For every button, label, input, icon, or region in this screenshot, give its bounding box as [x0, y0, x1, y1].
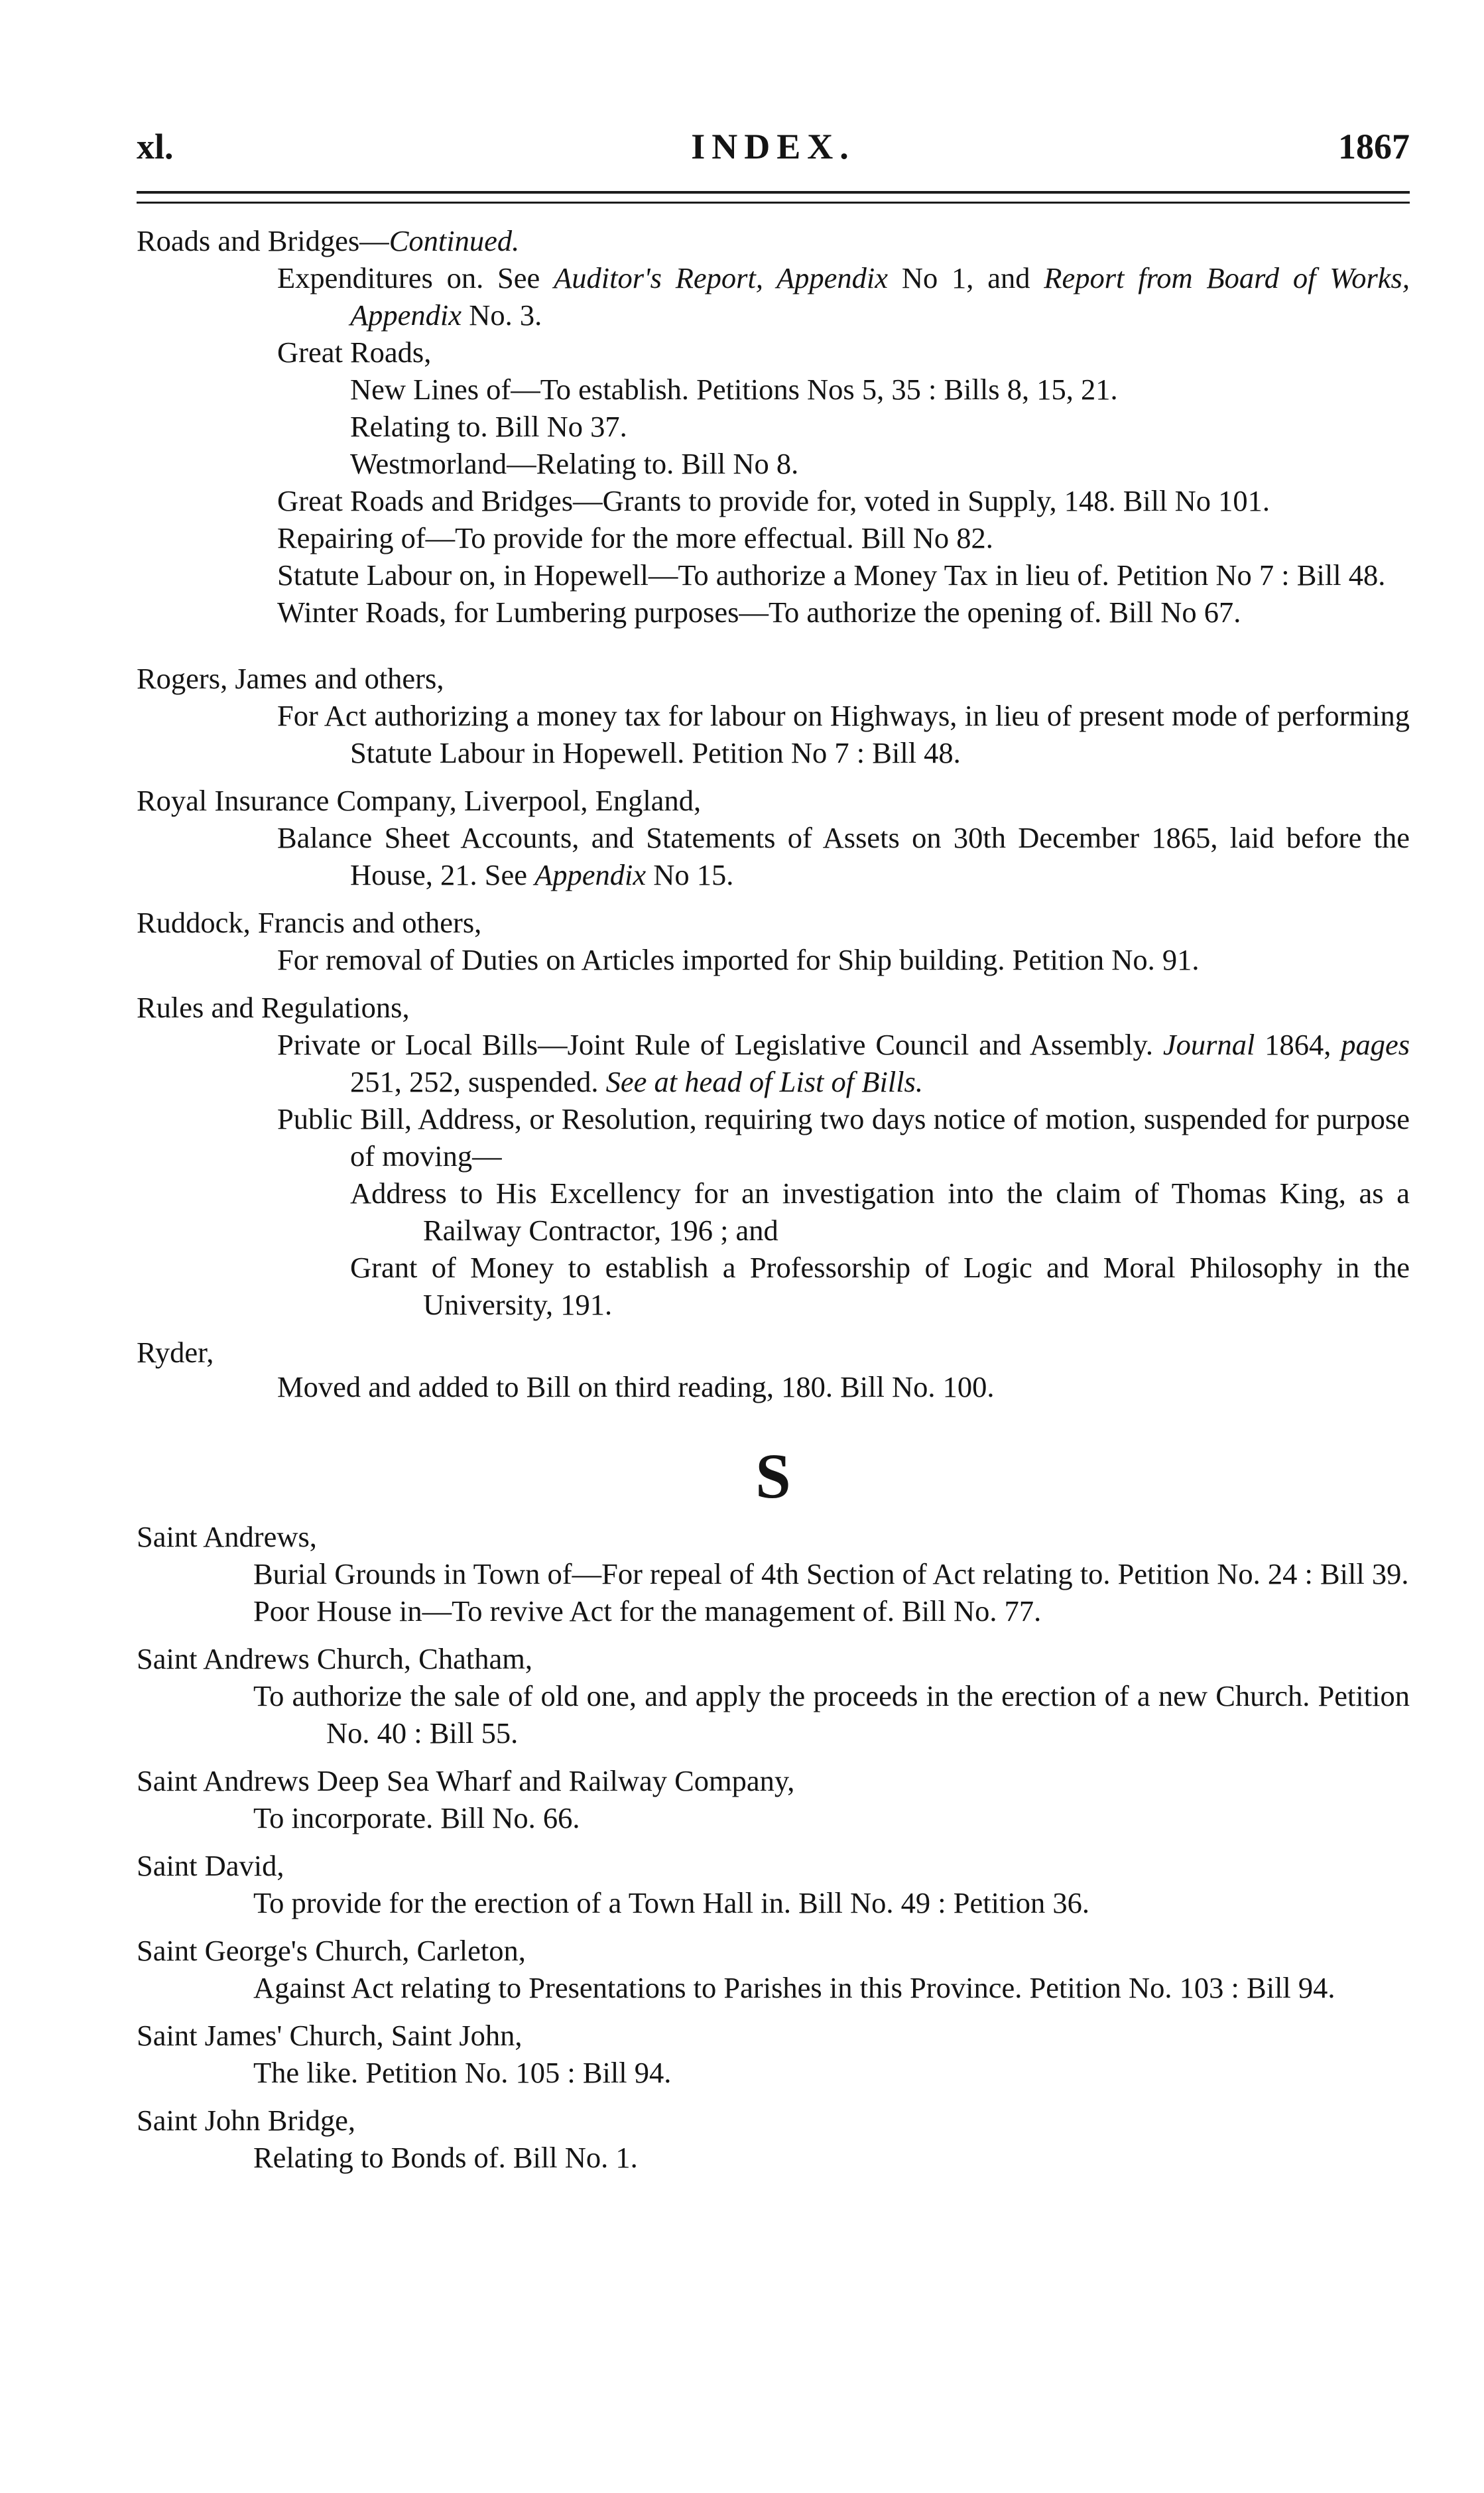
index-entry-roads-and-bridges	[137, 222, 1410, 631]
italic-part: Auditor's Report, Appendix	[554, 261, 889, 294]
index-content	[137, 222, 1410, 2187]
entry-heading: Royal Insurance Company, Liverpool, England,	[137, 784, 702, 817]
index-entry-saint-andrews-wharf	[137, 1762, 1410, 1836]
page-header	[137, 126, 1410, 172]
sub-entry-grants: Great Roads and Bridges—Grants to provide for, voted in Supply, 148. Bill No 101.	[277, 484, 1270, 517]
header-rule-top	[137, 191, 1410, 194]
sub-entry-great-roads: Great Roads,	[277, 336, 432, 369]
sub-entry-statute-labour: Statute Labour on, in Hopewell—To authorize a Money Tax in lieu of. Petition No 7 : Bill 48.	[277, 558, 1386, 592]
entry-heading: Ruddock, Francis and others,	[137, 906, 482, 939]
entry-text: Relating to Bonds of. Bill No. 1.	[253, 2141, 638, 2174]
entry-text: Against Act relating to Presentations to Parishes in this Province. Petition No. 103 : Bill 94.	[253, 1971, 1335, 2004]
sub-entry-public-bill: Public Bill, Address, or Resolution, requiring two days notice of motion, suspended for purpose of moving—	[277, 1102, 1410, 1173]
sub-entry-westmorland: Westmorland—Relating to. Bill No 8.	[350, 447, 799, 480]
header-rule-bottom	[137, 202, 1410, 204]
entry-heading: Saint Andrews Deep Sea Wharf and Railway Company,	[137, 1764, 795, 1797]
spacer	[137, 641, 1410, 660]
sub-entry-winter-roads: Winter Roads, for Lumbering purposes—To authorize the opening of. Bill No 67.	[277, 596, 1241, 629]
entry-text: To provide for the erection of a Town Hall in. Bill No. 49 : Petition 36.	[253, 1886, 1089, 1919]
entry-heading: Ryder,	[137, 1336, 214, 1369]
index-entry-saint-andrews	[137, 1518, 1410, 1630]
page-title: INDEX.	[691, 127, 855, 166]
heading-continued: Continued.	[389, 224, 520, 257]
text-part: Balance Sheet Accounts, and Statements of Assets on 30th December 1865, laid before the House, 21. See	[277, 821, 1410, 891]
italic-part: Journal	[1162, 1028, 1255, 1061]
entry-heading: Saint John Bridge,	[137, 2104, 356, 2137]
entry-heading: Saint James' Church, Saint John,	[137, 2019, 523, 2052]
text-part: No 1, and	[888, 261, 1044, 294]
sub-entry-relating: Relating to. Bill No 37.	[350, 410, 627, 443]
index-entry-rules	[137, 989, 1410, 1323]
entry-text: Moved and added to Bill on third reading, 180. Bill No. 100.	[277, 1370, 995, 1403]
sub-entry-new-lines: New Lines of—To establish. Petitions Nos 5, 35 : Bills 8, 15, 21.	[350, 373, 1118, 406]
heading-text: Roads and Bridges—	[137, 224, 389, 257]
index-entry-ryder	[137, 1334, 1410, 1413]
italic-part: Appendix	[534, 858, 647, 891]
entry-text: To incorporate. Bill No. 66.	[253, 1801, 580, 1834]
text-part: No 15.	[646, 858, 734, 891]
section-letter: S	[755, 1440, 791, 1511]
index-entry-saint-james	[137, 2017, 1410, 2091]
entry-text: To authorize the sale of old one, and apply the proceeds in the erection of a new Church. Petition No. 40 : Bill 55.	[253, 1679, 1410, 1750]
entry-heading: Rules and Regulations,	[137, 991, 410, 1024]
text-part: 1864,	[1255, 1028, 1341, 1061]
text-part: No. 3.	[462, 298, 542, 332]
sub-entry-poor-house: Poor House in—To revive Act for the management of. Bill No. 77.	[253, 1594, 1042, 1628]
index-entry-saint-john-bridge	[137, 2102, 1410, 2176]
entry-heading: Rogers, James and others,	[137, 662, 444, 695]
sub-entry-repairing: Repairing of—To provide for the more effectual. Bill No 82.	[277, 521, 993, 554]
entry-text: For Act authorizing a money tax for labour on Highways, in lieu of present mode of performing Statute Labour in Hopewell. Petition No 7 : Bill 48.	[277, 699, 1410, 769]
index-entry-saint-andrews-church	[137, 1640, 1410, 1752]
sub-entry-burial-grounds: Burial Grounds in Town of—For repeal of 4th Section of Act relating to. Petition No. 24 : Bill 39.	[253, 1557, 1409, 1590]
index-entry-royal-insurance	[137, 782, 1410, 893]
text-part: Expenditures on. See	[277, 261, 554, 294]
entry-heading	[137, 222, 1410, 259]
index-entry-saint-george	[137, 1932, 1410, 2006]
header-year: 1867	[1338, 127, 1410, 166]
sub-entry-grant: Grant of Money to establish a Professorship of Logic and Moral Philosophy in the University, 191.	[350, 1251, 1410, 1321]
text-part: Private or Local Bills—Joint Rule of Legislative Council and Assembly.	[277, 1028, 1163, 1061]
entry-text	[137, 819, 1410, 893]
entry-heading: Saint Andrews Church, Chatham,	[137, 1642, 532, 1675]
text-part: 251, 252, suspended.	[350, 1065, 606, 1098]
entry-heading: Saint George's Church, Carleton,	[137, 1934, 526, 1967]
sub-entry-address: Address to His Excellency for an investigation into the claim of Thomas King, as a Railway Contractor, 196 ; and	[350, 1177, 1410, 1247]
index-entry-saint-david	[137, 1847, 1410, 1921]
index-entry-ruddock	[137, 904, 1410, 978]
entry-text: For removal of Duties on Articles imported for Ship building. Petition No. 91.	[277, 943, 1200, 976]
italic-part: See at head of List of Bills.	[605, 1065, 923, 1098]
sub-entry-private-bills	[137, 1026, 1410, 1100]
entry-heading: Saint Andrews,	[137, 1520, 317, 1553]
sub-entry-expenditures	[137, 259, 1410, 334]
entry-text: The like. Petition No. 105 : Bill 94.	[253, 2056, 672, 2089]
italic-part: Report from Board of Works, Appendix	[350, 261, 1410, 332]
entry-heading: Saint David,	[137, 1849, 284, 1882]
page-number: xl.	[137, 127, 174, 166]
index-entry-rogers	[137, 660, 1410, 771]
italic-part: pages	[1341, 1028, 1410, 1061]
